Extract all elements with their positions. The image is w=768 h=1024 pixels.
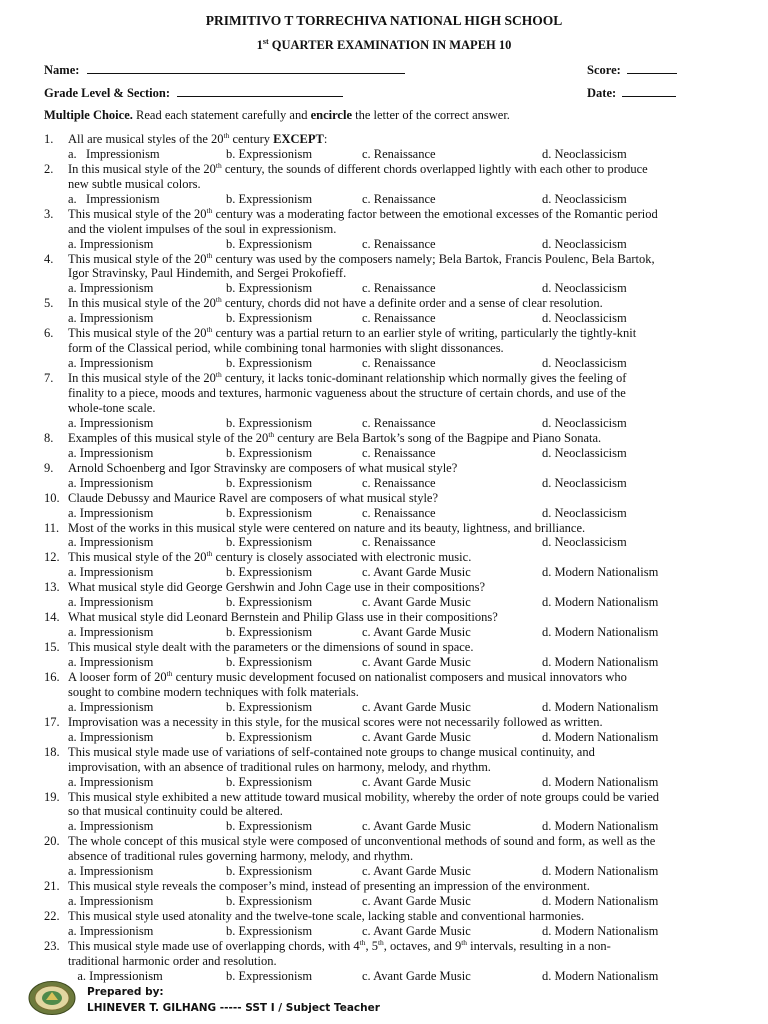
choice-option[interactable]: b. Expressionism — [226, 699, 313, 714]
score-field — [587, 62, 677, 78]
choice-option[interactable]: c. Renaissance — [362, 505, 436, 520]
choice-option[interactable]: d. Modern Nationalism — [542, 819, 659, 834]
name-blank[interactable] — [87, 62, 405, 74]
question-text-line: The whole concept of this musical style were composed of unconventional methods of sound and form, as well as the — [68, 834, 656, 849]
choice-option[interactable]: b. Expressionism — [226, 475, 313, 490]
choice-option[interactable]: d. Neoclassicism — [542, 356, 627, 371]
question-body — [68, 640, 734, 655]
question-number: 18. — [44, 744, 60, 759]
question-text-line: A looser form of 20th century music development focused on nationalist composers and musical innovators who — [68, 668, 627, 685]
question-text-line: Igor Stravinsky, Paul Hindemith, and Sergei Prokofieff. — [68, 266, 347, 281]
grade-section-blank[interactable] — [177, 85, 343, 97]
choice-option[interactable]: b. Expressionism — [226, 281, 313, 296]
question-item — [44, 252, 734, 282]
question-body — [68, 461, 734, 476]
question-body — [68, 790, 734, 820]
question-number: 12. — [44, 550, 60, 565]
choice-option[interactable]: a. Impressionism — [68, 894, 154, 909]
question-item — [44, 790, 734, 820]
question-list — [44, 132, 734, 984]
question-body — [68, 326, 734, 356]
question-body — [68, 745, 734, 775]
answer-choices — [44, 237, 734, 252]
choice-option[interactable]: d. Neoclassicism — [542, 415, 627, 430]
answer-choices — [44, 969, 734, 984]
question-item — [44, 296, 734, 311]
question-body — [68, 834, 734, 864]
grade-section-field — [44, 85, 343, 101]
choice-option[interactable]: b. Expressionism — [226, 625, 313, 640]
choice-option[interactable]: d. Neoclassicism — [542, 535, 627, 550]
question-text-line: This musical style of the 20th century was a partial return to an earlier style of writing, particularly the tightly-knit — [68, 325, 637, 341]
choice-option[interactable]: b. Expressionism — [226, 415, 313, 430]
question-body — [68, 909, 734, 924]
choice-option[interactable]: b. Expressionism — [226, 191, 313, 206]
question-text-line: What musical style did Leonard Bernstein and Philip Glass use in their compositions? — [68, 610, 498, 625]
question-item — [44, 207, 734, 237]
question-body — [68, 252, 734, 282]
question-item — [44, 521, 734, 536]
choice-option[interactable]: a. Impressionism — [68, 505, 154, 520]
question-body — [68, 550, 734, 565]
question-number: 21. — [44, 879, 60, 894]
name-label: Name: — [44, 63, 80, 77]
choice-option[interactable]: c. Avant Garde Music — [362, 774, 471, 789]
question-number: 17. — [44, 714, 60, 729]
question-text-line: form of the Classical period, while combining tonal harmonies with slight dissonances. — [68, 341, 504, 356]
question-item — [44, 834, 734, 864]
question-item — [44, 879, 734, 894]
prepared-by-label: Prepared by: — [87, 986, 164, 998]
question-number: 6. — [44, 326, 54, 341]
question-item — [44, 461, 734, 476]
choice-option[interactable]: d. Modern Nationalism — [542, 595, 659, 610]
choice-option[interactable]: a. Impressionism — [68, 625, 154, 640]
choice-option[interactable]: a. Impressionism — [68, 281, 154, 296]
choice-option[interactable]: a. Impressionism — [68, 475, 154, 490]
choice-option[interactable]: a. Impressionism — [68, 236, 154, 251]
answer-choices — [44, 535, 734, 550]
choice-option[interactable]: a. Impressionism — [68, 311, 154, 326]
instructions — [44, 108, 510, 123]
question-item — [44, 610, 734, 625]
question-body — [68, 580, 734, 595]
choice-option[interactable]: c. Avant Garde Music — [362, 924, 471, 938]
choice-option[interactable]: a. Impressionism — [68, 774, 154, 789]
choice-option[interactable]: c. Renaissance — [362, 475, 436, 490]
question-body — [68, 491, 734, 506]
answer-choices — [44, 595, 734, 610]
choice-option[interactable]: c. Renaissance — [362, 415, 436, 430]
choice-option[interactable]: d. Modern Nationalism — [542, 625, 659, 640]
choice-option[interactable]: c. Avant Garde Music — [362, 625, 471, 640]
question-number: 22. — [44, 909, 60, 924]
question-text-line: This musical style of the 20th century was used by the composers namely; Bela Bartok, Francis Poulenc, Bela Bartok, — [68, 250, 655, 266]
choice-option[interactable]: d. Modern Nationalism — [542, 699, 659, 714]
question-item — [44, 670, 734, 700]
question-number: 1. — [44, 132, 54, 146]
choice-option[interactable]: c. Renaissance — [362, 311, 436, 326]
choice-option[interactable]: d. Neoclassicism — [542, 236, 627, 251]
exam-title-ordinal: st — [262, 37, 269, 46]
choice-option[interactable]: d. Modern Nationalism — [542, 968, 659, 983]
choice-option[interactable]: b. Expressionism — [226, 535, 313, 550]
question-number: 4. — [44, 251, 54, 266]
question-text-line: whole-tone scale. — [68, 400, 156, 415]
choice-option[interactable]: a. Impressionism — [68, 356, 154, 371]
choice-option[interactable]: b. Expressionism — [226, 924, 313, 938]
answer-choices — [44, 476, 734, 491]
choice-option[interactable]: b. Expressionism — [226, 146, 313, 161]
question-number: 2. — [44, 161, 54, 176]
answer-choices — [44, 147, 734, 162]
question-body — [68, 431, 734, 446]
choice-option[interactable]: b. Expressionism — [226, 655, 313, 670]
question-number: 14. — [44, 610, 60, 625]
choice-option[interactable]: d. Modern Nationalism — [542, 864, 659, 879]
answer-choices — [44, 894, 734, 909]
choice-option[interactable]: d. Modern Nationalism — [542, 655, 659, 670]
exam-title — [0, 37, 768, 53]
question-number: 9. — [44, 460, 54, 475]
question-item — [44, 939, 734, 969]
question-item — [44, 326, 734, 356]
question-item — [44, 431, 734, 446]
instructions-text: Read each statement carefully and — [132, 108, 311, 122]
question-number: 23. — [44, 939, 60, 953]
choice-option[interactable]: c. Renaissance — [362, 535, 436, 550]
question-item — [44, 162, 734, 192]
choice-option[interactable]: c. Avant Garde Music — [362, 565, 471, 580]
choice-option[interactable]: a. Impressionism — [68, 924, 154, 938]
exam-title-number: 1 — [256, 38, 263, 53]
question-text-line: new subtle musical colors. — [68, 176, 201, 191]
choice-option[interactable]: a. Impressionism — [68, 968, 163, 983]
choice-option[interactable]: c. Avant Garde Music — [362, 864, 471, 879]
choice-option[interactable]: a. Impressionism — [68, 415, 154, 430]
answer-choices — [44, 416, 734, 431]
choice-option[interactable]: d. Neoclassicism — [542, 505, 627, 520]
question-text-line: This musical style of the 20th century is closely associated with electronic music. — [68, 549, 472, 565]
question-text-line: so that musical continuity could be altered. — [68, 804, 283, 819]
question-number: 10. — [44, 490, 60, 505]
question-item — [44, 909, 734, 924]
choice-option[interactable]: b. Expressionism — [226, 311, 313, 326]
score-blank[interactable] — [627, 62, 677, 74]
choice-option[interactable]: c. Avant Garde Music — [362, 968, 471, 983]
choice-option[interactable]: d. Neoclassicism — [542, 311, 627, 326]
question-number: 16. — [44, 670, 60, 685]
question-text-line: and the violent impulses of the soul in expressionism. — [68, 221, 337, 236]
teacher-name: LHINEVER T. GILHANG ----- SST I / Subject Teacher — [87, 1002, 380, 1014]
question-text-line: This musical style dealt with the parameters or the dimensions of sound in space. — [68, 640, 474, 655]
question-body — [68, 715, 734, 730]
question-item — [44, 580, 734, 595]
choice-option[interactable]: c. Renaissance — [362, 281, 436, 296]
date-blank[interactable] — [622, 85, 676, 97]
answer-choices — [44, 700, 734, 715]
question-number: 15. — [44, 640, 60, 655]
question-body — [68, 670, 734, 700]
choice-option[interactable]: b. Expressionism — [226, 774, 313, 789]
question-body — [68, 132, 734, 147]
choice-option[interactable]: c. Renaissance — [362, 236, 436, 251]
question-text-line: sought to combine modern techniques with folk materials. — [68, 684, 359, 699]
choice-option[interactable]: d. Modern Nationalism — [542, 565, 659, 580]
question-text-line: In this musical style of the 20th century, it lacks tonic-dominant relationship which normally gives the feeling of — [68, 369, 627, 386]
answer-choices — [44, 356, 734, 371]
answer-choices — [44, 924, 734, 939]
choice-option[interactable]: a. Impressionism — [68, 655, 154, 670]
instructions-text-end: the letter of the correct answer. — [352, 108, 510, 122]
question-text-line: Improvisation was a necessity in this style, for the musical scores were not necessarily followed as written. — [68, 714, 603, 729]
choice-option[interactable]: b. Expressionism — [226, 968, 313, 983]
question-body — [68, 939, 734, 969]
choice-option[interactable]: c. Renaissance — [362, 146, 436, 161]
choice-option[interactable]: d. Modern Nationalism — [542, 774, 659, 789]
choice-option[interactable]: b. Expressionism — [226, 819, 313, 834]
answer-choices — [44, 446, 734, 461]
choice-option[interactable]: b. Expressionism — [226, 505, 313, 520]
choice-option[interactable]: a. Impressionism — [68, 565, 154, 580]
answer-choices — [44, 864, 734, 879]
choice-option[interactable]: a. Impressionism — [68, 146, 160, 161]
question-number: 11. — [44, 520, 60, 535]
question-body — [68, 521, 734, 536]
question-body — [68, 610, 734, 625]
question-number: 19. — [44, 789, 60, 804]
question-text-line: All are musical styles of the 20th century EXCEPT: — [68, 130, 328, 146]
question-text-line: Most of the works in this musical style were centered on nature and its beauty, lightness, and brilliance. — [68, 520, 586, 535]
question-number: 7. — [44, 371, 54, 386]
instructions-emphasis: encircle — [310, 108, 353, 122]
question-text-line: In this musical style of the 20th century, chords did not have a definite order and a sense of clear resolution. — [68, 295, 603, 311]
instructions-heading: Multiple Choice. — [44, 108, 133, 122]
choice-option[interactable]: a. Impressionism — [68, 535, 154, 550]
choice-option[interactable]: a. Impressionism — [68, 864, 154, 879]
question-text-line: Claude Debussy and Maurice Ravel are composers of what musical style? — [68, 490, 439, 505]
choice-option[interactable]: c. Avant Garde Music — [362, 894, 471, 909]
school-seal-icon — [27, 980, 77, 1016]
exam-title-rest: QUARTER EXAMINATION IN MAPEH 10 — [268, 38, 512, 53]
choice-option[interactable]: a. Impressionism — [68, 729, 154, 744]
choice-option[interactable]: a. Impressionism — [68, 445, 154, 460]
question-number: 13. — [44, 580, 60, 595]
question-item — [44, 371, 734, 416]
choice-option[interactable]: d. Neoclassicism — [542, 146, 627, 161]
answer-choices — [44, 625, 734, 640]
question-item — [44, 550, 734, 565]
choice-option[interactable]: b. Expressionism — [226, 894, 313, 909]
answer-choices — [44, 775, 734, 790]
answer-choices — [44, 819, 734, 834]
question-body — [68, 162, 734, 192]
question-item — [44, 132, 734, 147]
grade-section-label: Grade Level & Section: — [44, 86, 171, 100]
choice-option[interactable]: c. Renaissance — [362, 191, 436, 206]
choice-option[interactable]: c. Renaissance — [362, 356, 436, 371]
choice-option[interactable]: d. Neoclassicism — [542, 445, 627, 460]
choice-option[interactable]: b. Expressionism — [226, 595, 313, 610]
answer-choices — [44, 506, 734, 521]
question-body — [68, 371, 734, 416]
answer-choices — [44, 311, 734, 326]
choice-option[interactable]: b. Expressionism — [226, 864, 313, 879]
choice-option[interactable]: d. Modern Nationalism — [542, 924, 659, 938]
question-text-line: This musical style exhibited a new attitude toward musical mobility, whereby the order of note groups could be varied — [68, 789, 660, 804]
question-item — [44, 745, 734, 775]
choice-option[interactable]: c. Avant Garde Music — [362, 819, 471, 834]
question-text-line: Examples of this musical style of the 20th century are Bela Bartok’s song of the Bagpipe and Piano Sonata. — [68, 429, 602, 445]
question-text-line: This musical style used atonality and the twelve-tone scale, lacking stable and conventional harmonies. — [68, 909, 585, 924]
answer-choices — [44, 192, 734, 207]
date-label: Date: — [587, 86, 617, 100]
question-body — [68, 207, 734, 237]
answer-choices — [44, 655, 734, 670]
choice-option[interactable]: a. Impressionism — [68, 595, 154, 610]
choice-option[interactable]: a. Impressionism — [68, 699, 154, 714]
question-text-line: This musical style made use of variations of self-contained note groups to change musical continuity, and — [68, 744, 595, 759]
choice-option[interactable]: c. Renaissance — [362, 445, 436, 460]
school-name: PRIMITIVO T TORRECHIVA NATIONAL HIGH SCHOOL — [205, 13, 563, 28]
question-number: 5. — [44, 296, 54, 311]
choice-option[interactable]: d. Neoclassicism — [542, 191, 627, 206]
question-number: 8. — [44, 430, 54, 445]
choice-option[interactable]: c. Avant Garde Music — [362, 595, 471, 610]
question-text-line: What musical style did George Gershwin and John Cage use in their compositions? — [68, 580, 486, 595]
choice-option[interactable]: b. Expressionism — [226, 356, 313, 371]
choice-option[interactable]: b. Expressionism — [226, 236, 313, 251]
answer-choices — [44, 281, 734, 296]
question-text-line: This musical style made use of overlapping chords, with 4th, 5th, octaves, and 9th intervals, resulting in a non- — [68, 937, 611, 953]
question-text-line: traditional harmonic order and resolution. — [68, 953, 277, 968]
choice-option[interactable]: a. Impressionism — [68, 819, 154, 834]
choice-option[interactable]: d. Modern Nationalism — [542, 894, 659, 909]
question-body — [68, 296, 734, 311]
question-item — [44, 640, 734, 655]
question-number: 20. — [44, 834, 60, 849]
question-text-line: improvisation, with an absence of traditional rules on harmony, melody, and rhythm. — [68, 759, 491, 774]
answer-choices — [44, 565, 734, 580]
choice-option[interactable]: c. Avant Garde Music — [362, 699, 471, 714]
question-text-line: Arnold Schoenberg and Igor Stravinsky are composers of what musical style? — [68, 460, 458, 475]
choice-option[interactable]: c. Avant Garde Music — [362, 729, 471, 744]
question-text-line: finality to a piece, moods and textures, harmonic vagueness about the structure of certain chords, and use of the — [68, 385, 626, 400]
choice-option[interactable]: b. Expressionism — [226, 729, 313, 744]
choice-option[interactable]: d. Neoclassicism — [542, 281, 627, 296]
question-item — [44, 715, 734, 730]
name-field — [44, 62, 405, 78]
question-number: 3. — [44, 206, 54, 221]
question-text-line: This musical style of the 20th century was a moderating factor between the emotional excesses of the Romantic period — [68, 205, 658, 221]
choice-option[interactable]: d. Modern Nationalism — [542, 729, 659, 744]
choice-option[interactable]: d. Neoclassicism — [542, 475, 627, 490]
question-text-line: This musical style reveals the composer’s mind, instead of presenting an impression of the environment. — [68, 879, 590, 894]
question-item — [44, 491, 734, 506]
choice-option[interactable]: c. Avant Garde Music — [362, 655, 471, 670]
choice-option[interactable]: a. Impressionism — [68, 191, 160, 206]
choice-option[interactable]: b. Expressionism — [226, 445, 313, 460]
date-field — [587, 85, 676, 101]
answer-choices — [44, 730, 734, 745]
question-text-line: absence of traditional rules governing harmony, melody, and rhythm. — [68, 849, 414, 864]
question-text-line: In this musical style of the 20th century, the sounds of different chords overlapped lightly with each other to produce — [68, 160, 648, 176]
question-body — [68, 879, 734, 894]
score-label: Score: — [587, 63, 621, 77]
choice-option[interactable]: b. Expressionism — [226, 565, 313, 580]
